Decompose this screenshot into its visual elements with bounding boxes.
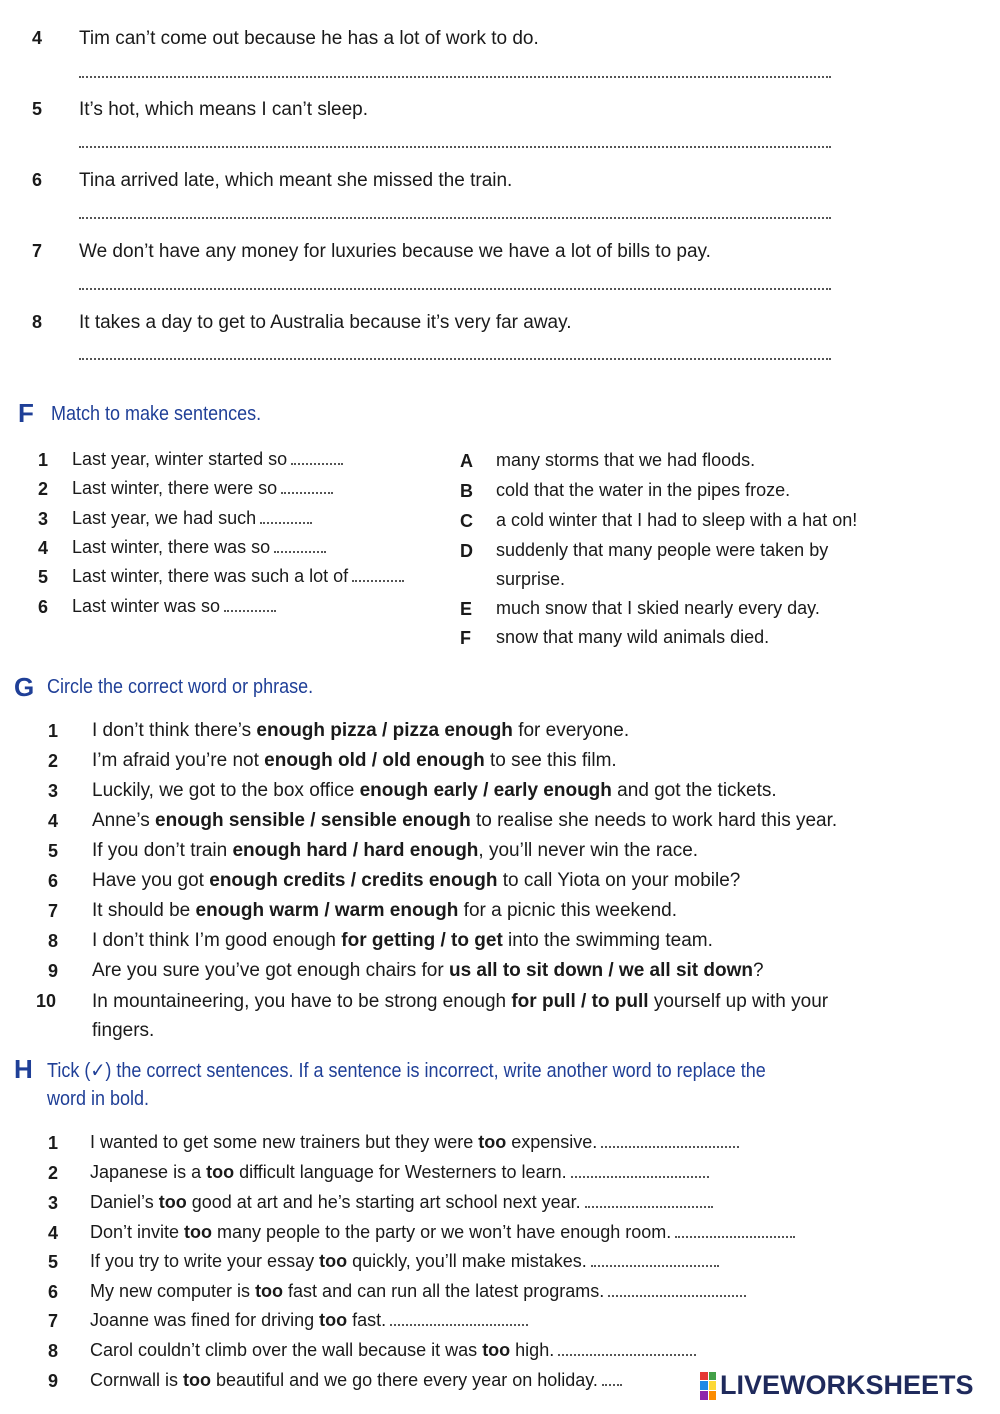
item-sentence: Don’t invite too many people to the party or we won’t have enough room. xyxy=(90,1222,795,1243)
sentence-ending: cold that the water in the pipes froze. xyxy=(496,480,791,500)
item-number: 4 xyxy=(48,811,59,831)
item-number: 9 xyxy=(48,1371,59,1391)
sentence-start: Last year, we had such xyxy=(72,508,312,529)
section-letter: H xyxy=(14,1054,33,1084)
logo-square xyxy=(709,1391,717,1400)
item-number: 3 xyxy=(48,781,59,801)
choice-phrase[interactable]: for pull / to pull xyxy=(511,991,649,1012)
item-sentence: Are you sure you’ve got enough chairs for us all to sit down / we all sit down? xyxy=(92,960,764,981)
choice-phrase[interactable]: enough old / old enough xyxy=(264,750,485,771)
item-sentence: Daniel’s too good at art and he’s starting art school next year. xyxy=(90,1192,713,1213)
option-letter: C xyxy=(460,511,473,531)
logo-icon xyxy=(700,1372,716,1400)
sentence-ending-continued: surprise. xyxy=(496,569,566,589)
option-letter: B xyxy=(460,481,473,501)
item-sentence: I wanted to get some new trainers but they were too expensive. xyxy=(90,1132,739,1153)
item-sentence: I don’t think there’s enough pizza / pizza enough for everyone. xyxy=(92,720,630,741)
choice-phrase[interactable]: for getting / to get xyxy=(341,930,503,951)
sentence-start: Last winter, there were so xyxy=(72,478,333,499)
liveworksheets-logo[interactable] xyxy=(700,1370,974,1401)
item-sentence-continued: fingers. xyxy=(92,1020,155,1041)
choice-phrase[interactable]: enough credits / credits enough xyxy=(209,870,498,891)
item-number: 5 xyxy=(32,99,43,119)
item-sentence: It should be enough warm / warm enough for a picnic this weekend. xyxy=(92,900,678,921)
choice-phrase[interactable]: us all to sit down / we all sit down xyxy=(448,960,754,981)
section-letter: G xyxy=(14,672,35,702)
item-sentence: If you try to write your essay too quickly, you’ll make mistakes. xyxy=(90,1251,719,1272)
sentence-start: Last winter was so xyxy=(72,596,276,617)
answer-blank[interactable] xyxy=(571,1176,709,1178)
item-number: 6 xyxy=(48,1282,59,1302)
item-sentence: It takes a day to get to Australia because it’s very far away. xyxy=(79,312,572,333)
sentence-ending: a cold winter that I had to sleep with a hat on! xyxy=(496,510,858,530)
sentence-ending: many storms that we had floods. xyxy=(496,450,756,470)
item-number: 5 xyxy=(48,841,59,861)
answer-line[interactable] xyxy=(79,358,831,360)
logo-square xyxy=(700,1381,708,1390)
item-sentence: Carol couldn’t climb over the wall because it was too high. xyxy=(90,1340,696,1361)
item-sentence: We don’t have any money for luxuries because we have a lot of bills to pay. xyxy=(79,241,711,262)
item-sentence: Anne’s enough sensible / sensible enough to realise she needs to work hard this year. xyxy=(92,810,838,831)
item-number: 5 xyxy=(38,567,49,587)
section-letter: F xyxy=(18,398,34,428)
item-sentence: Tina arrived late, which meant she missed the train. xyxy=(79,170,513,191)
item-number: 1 xyxy=(48,721,59,741)
answer-blank[interactable] xyxy=(601,1146,739,1148)
item-number: 7 xyxy=(48,1311,59,1331)
answer-blank[interactable] xyxy=(291,463,343,465)
answer-blank[interactable] xyxy=(602,1384,622,1386)
item-number: 7 xyxy=(32,241,43,261)
choice-phrase[interactable]: enough early / early enough xyxy=(359,780,612,801)
logo-square xyxy=(700,1391,708,1400)
item-number: 6 xyxy=(38,597,49,617)
answer-blank[interactable] xyxy=(352,580,404,582)
answer-line[interactable] xyxy=(79,146,831,148)
item-number: 3 xyxy=(38,509,49,529)
item-sentence: Luckily, we got to the box office enough early / early enough and got the tickets. xyxy=(92,780,777,801)
sentence-start: Last year, winter started so xyxy=(72,449,343,470)
logo-text: LIVEWORKSHEETS xyxy=(720,1370,974,1400)
section-title-continued: word in bold. xyxy=(47,1088,150,1110)
item-number: 10 xyxy=(36,991,57,1011)
sentence-start: Last winter, there was such a lot of xyxy=(72,566,404,587)
section-title: Match to make sentences. xyxy=(51,403,262,425)
item-sentence: Have you got enough credits / credits enough to call Yiota on your mobile? xyxy=(92,870,741,891)
sentence-ending: snow that many wild animals died. xyxy=(496,627,770,647)
answer-blank[interactable] xyxy=(591,1265,719,1267)
item-sentence: Tim can’t come out because he has a lot of work to do. xyxy=(79,28,539,49)
option-letter: D xyxy=(460,541,473,561)
answer-blank[interactable] xyxy=(260,522,312,524)
sentence-ending: much snow that I skied nearly every day. xyxy=(496,598,820,618)
item-sentence: I’m afraid you’re not enough old / old enough to see this film. xyxy=(92,750,617,771)
answer-blank[interactable] xyxy=(675,1236,795,1238)
item-number: 6 xyxy=(48,871,59,891)
option-letter: F xyxy=(460,628,471,648)
item-number: 3 xyxy=(48,1193,59,1213)
answer-blank[interactable] xyxy=(281,492,333,494)
item-sentence: My new computer is too fast and can run all the latest programs. xyxy=(90,1281,746,1302)
item-sentence: If you don’t train enough hard / hard enough, you’ll never win the race. xyxy=(92,840,699,861)
item-number: 4 xyxy=(38,538,49,558)
answer-blank[interactable] xyxy=(558,1354,696,1356)
item-sentence: Joanne was fined for driving too fast. xyxy=(90,1310,528,1331)
item-number: 1 xyxy=(38,450,49,470)
choice-phrase[interactable]: enough warm / warm enough xyxy=(195,900,459,921)
answer-blank[interactable] xyxy=(585,1206,713,1208)
choice-phrase[interactable]: enough pizza / pizza enough xyxy=(256,720,513,741)
item-number: 2 xyxy=(48,751,59,771)
answer-line[interactable] xyxy=(79,217,831,219)
item-number: 8 xyxy=(48,1341,59,1361)
choice-phrase[interactable]: enough sensible / sensible enough xyxy=(155,810,471,831)
answer-blank[interactable] xyxy=(390,1324,528,1326)
section-title: Circle the correct word or phrase. xyxy=(47,676,314,698)
logo-square xyxy=(700,1372,708,1381)
item-number: 8 xyxy=(32,312,43,332)
logo-square xyxy=(709,1372,717,1381)
item-number: 5 xyxy=(48,1252,59,1272)
choice-phrase[interactable]: enough hard / hard enough xyxy=(232,840,479,861)
item-number: 4 xyxy=(48,1223,59,1243)
item-number: 8 xyxy=(48,931,59,951)
item-sentence: It’s hot, which means I can’t sleep. xyxy=(79,99,369,120)
item-sentence: In mountaineering, you have to be strong enough for pull / to pull yourself up with your xyxy=(92,991,829,1012)
item-number: 6 xyxy=(32,170,43,190)
item-number: 1 xyxy=(48,1133,59,1153)
sentence-ending: suddenly that many people were taken by xyxy=(496,540,829,560)
item-number: 2 xyxy=(48,1163,59,1183)
option-letter: E xyxy=(460,599,473,619)
item-number: 2 xyxy=(38,479,49,499)
item-sentence: I don’t think I’m good enough for getting / to get into the swimming team. xyxy=(92,930,713,951)
item-number: 4 xyxy=(32,28,43,48)
answer-blank[interactable] xyxy=(224,610,276,612)
section-title: Tick (✓) the correct sentences. If a sentence is incorrect, write another word to replace the xyxy=(47,1060,766,1082)
answer-line[interactable] xyxy=(79,288,831,290)
item-sentence: Japanese is a too difficult language for Westerners to learn. xyxy=(90,1162,709,1183)
sentence-start: Last winter, there was so xyxy=(72,537,326,558)
item-number: 7 xyxy=(48,901,59,921)
logo-square xyxy=(709,1381,717,1390)
item-number: 9 xyxy=(48,961,59,981)
item-sentence: Cornwall is too beautiful and we go there every year on holiday. xyxy=(90,1370,622,1391)
answer-blank[interactable] xyxy=(274,551,326,553)
answer-blank[interactable] xyxy=(608,1295,746,1297)
answer-line[interactable] xyxy=(79,76,831,78)
option-letter: A xyxy=(460,451,473,471)
